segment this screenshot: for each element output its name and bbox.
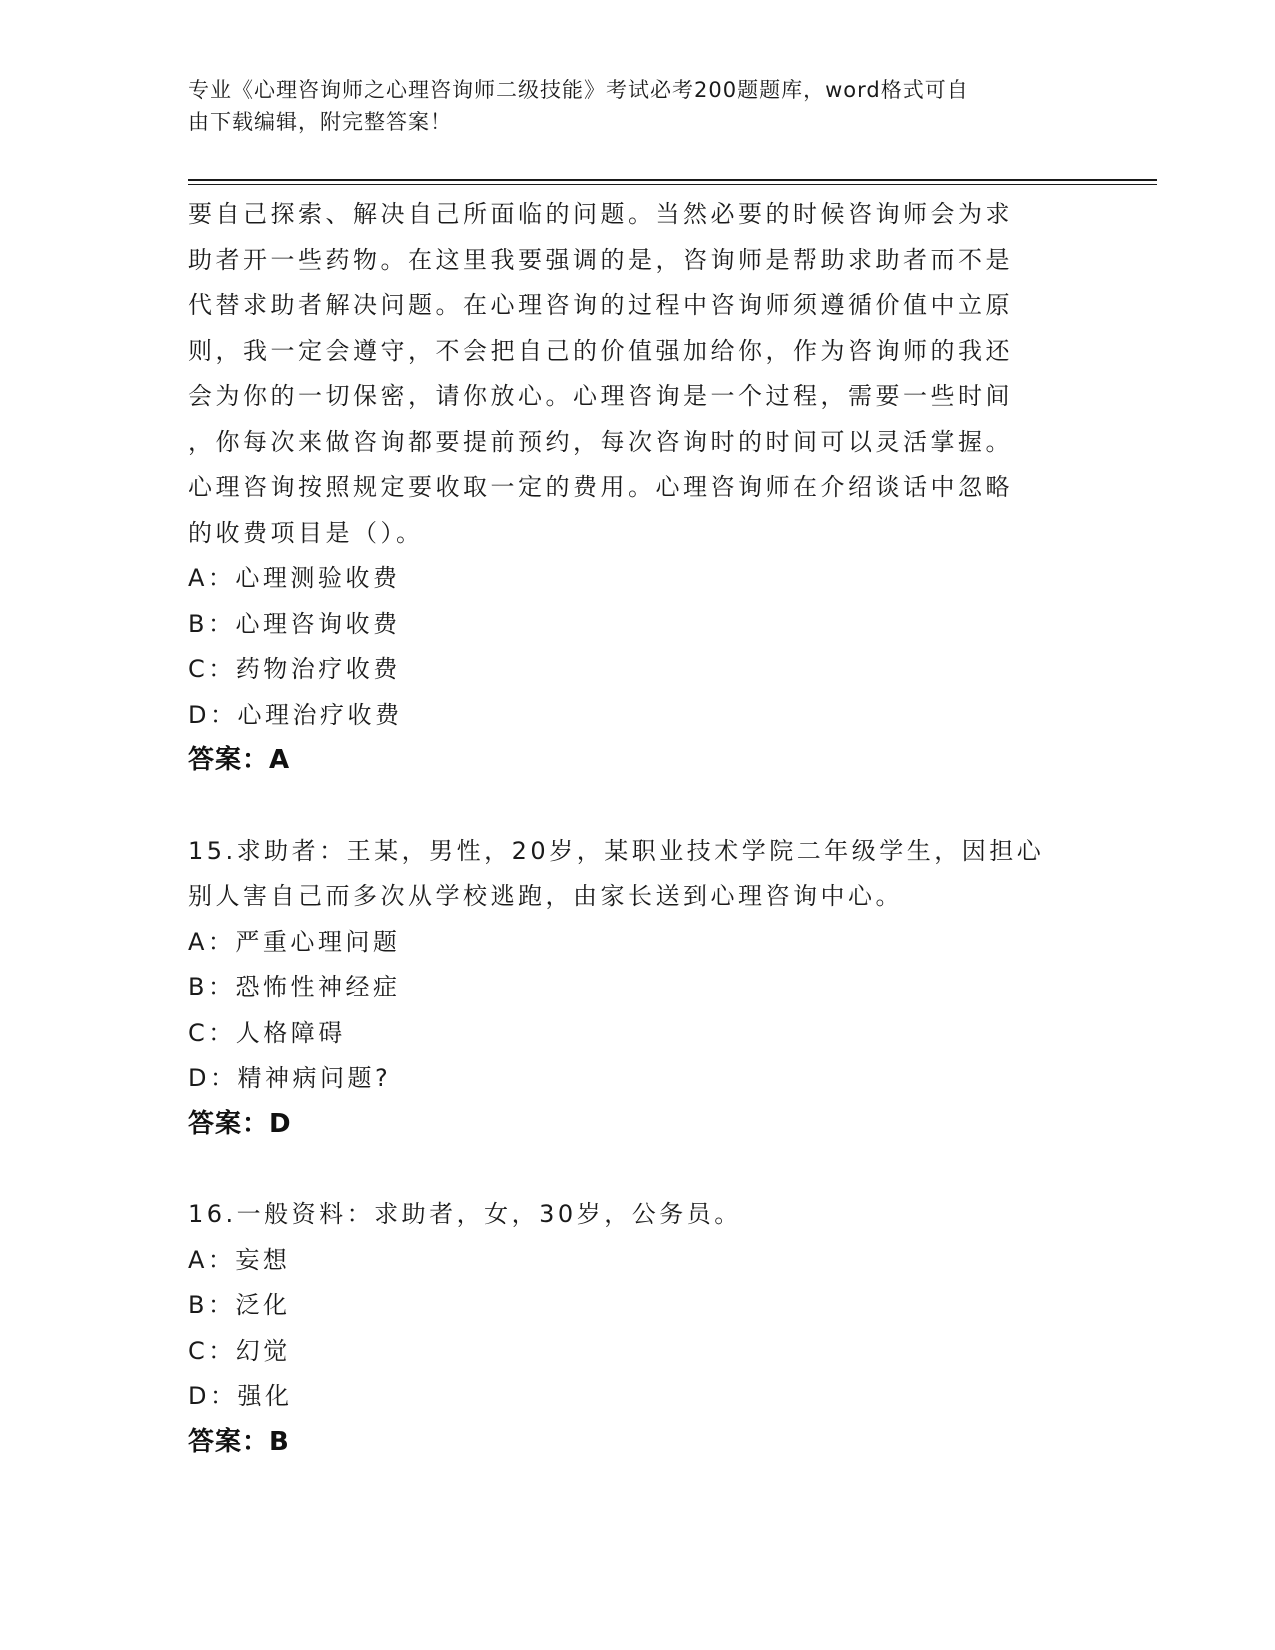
option-b: B：恐怖性神经症	[188, 973, 401, 1001]
question-text-line: 代替求助者解决问题。在心理咨询的过程中咨询师须遵循价值中立原	[188, 291, 1013, 319]
header-rule-thin	[188, 184, 1157, 185]
document-body	[188, 192, 1088, 1465]
option-c: C：幻觉	[188, 1336, 291, 1365]
option-d: D：心理治疗收费	[188, 700, 403, 729]
question-text-line: 会为你的一切保密，请你放心。心理咨询是一个过程，需要一些时间	[188, 382, 1013, 410]
option-d: D：强化	[188, 1382, 293, 1410]
question-16	[188, 1192, 1088, 1465]
option-a: A：心理测验收费	[188, 564, 401, 592]
option-d: D：精神病问题?	[188, 1064, 392, 1092]
answer-line: 答案：B	[188, 1426, 290, 1457]
option-b: B：泛化	[188, 1291, 291, 1319]
spacer	[188, 1147, 1088, 1192]
option-b: B：心理咨询收费	[188, 609, 401, 638]
header-rule-thick	[188, 179, 1157, 181]
answer-line: 答案：A	[188, 745, 291, 775]
question-text-line: 心理咨询按照规定要收取一定的费用。心理咨询师在介绍谈话中忽略	[188, 473, 1013, 501]
spacer	[188, 784, 1088, 829]
question-text-line: 的收费项目是（）。	[188, 518, 424, 547]
question-text-line: 助者开一些药物。在这里我要强调的是，咨询师是帮助求助者而不是	[188, 245, 1013, 274]
question-14	[188, 192, 1088, 784]
answer-line: 答案：D	[188, 1108, 292, 1139]
question-text-line: 15.求助者：王某，男性，20岁，某职业技术学院二年级学生，因担心	[188, 836, 1045, 865]
header-line-2: 由下载编辑，附完整答案！	[188, 110, 452, 134]
question-text-line: 要自己探索、解决自己所面临的问题。当然必要的时候咨询师会为求	[188, 200, 1013, 228]
question-text-line: 则，我一定会遵守，不会把自己的价值强加给你，作为咨询师的我还	[188, 336, 1013, 365]
question-text-line: ，你每次来做咨询都要提前预约，每次咨询时的时间可以灵活掌握。	[188, 427, 1013, 456]
option-a: A：妄想	[188, 1245, 291, 1274]
question-15	[188, 829, 1088, 1148]
option-c: C：药物治疗收费	[188, 655, 401, 683]
question-text-line: 别人害自己而多次从学校逃跑，由家长送到心理咨询中心。	[188, 882, 903, 910]
header-line-1: 专业《心理咨询师之心理咨询师二级技能》考试必考200题题库，word格式可自	[188, 78, 969, 102]
option-a: A：严重心理问题	[188, 927, 401, 956]
option-c: C：人格障碍	[188, 1018, 346, 1047]
document-header	[188, 74, 1068, 138]
question-text-line: 16.一般资料：求助者，女，30岁，公务员。	[188, 1200, 742, 1228]
